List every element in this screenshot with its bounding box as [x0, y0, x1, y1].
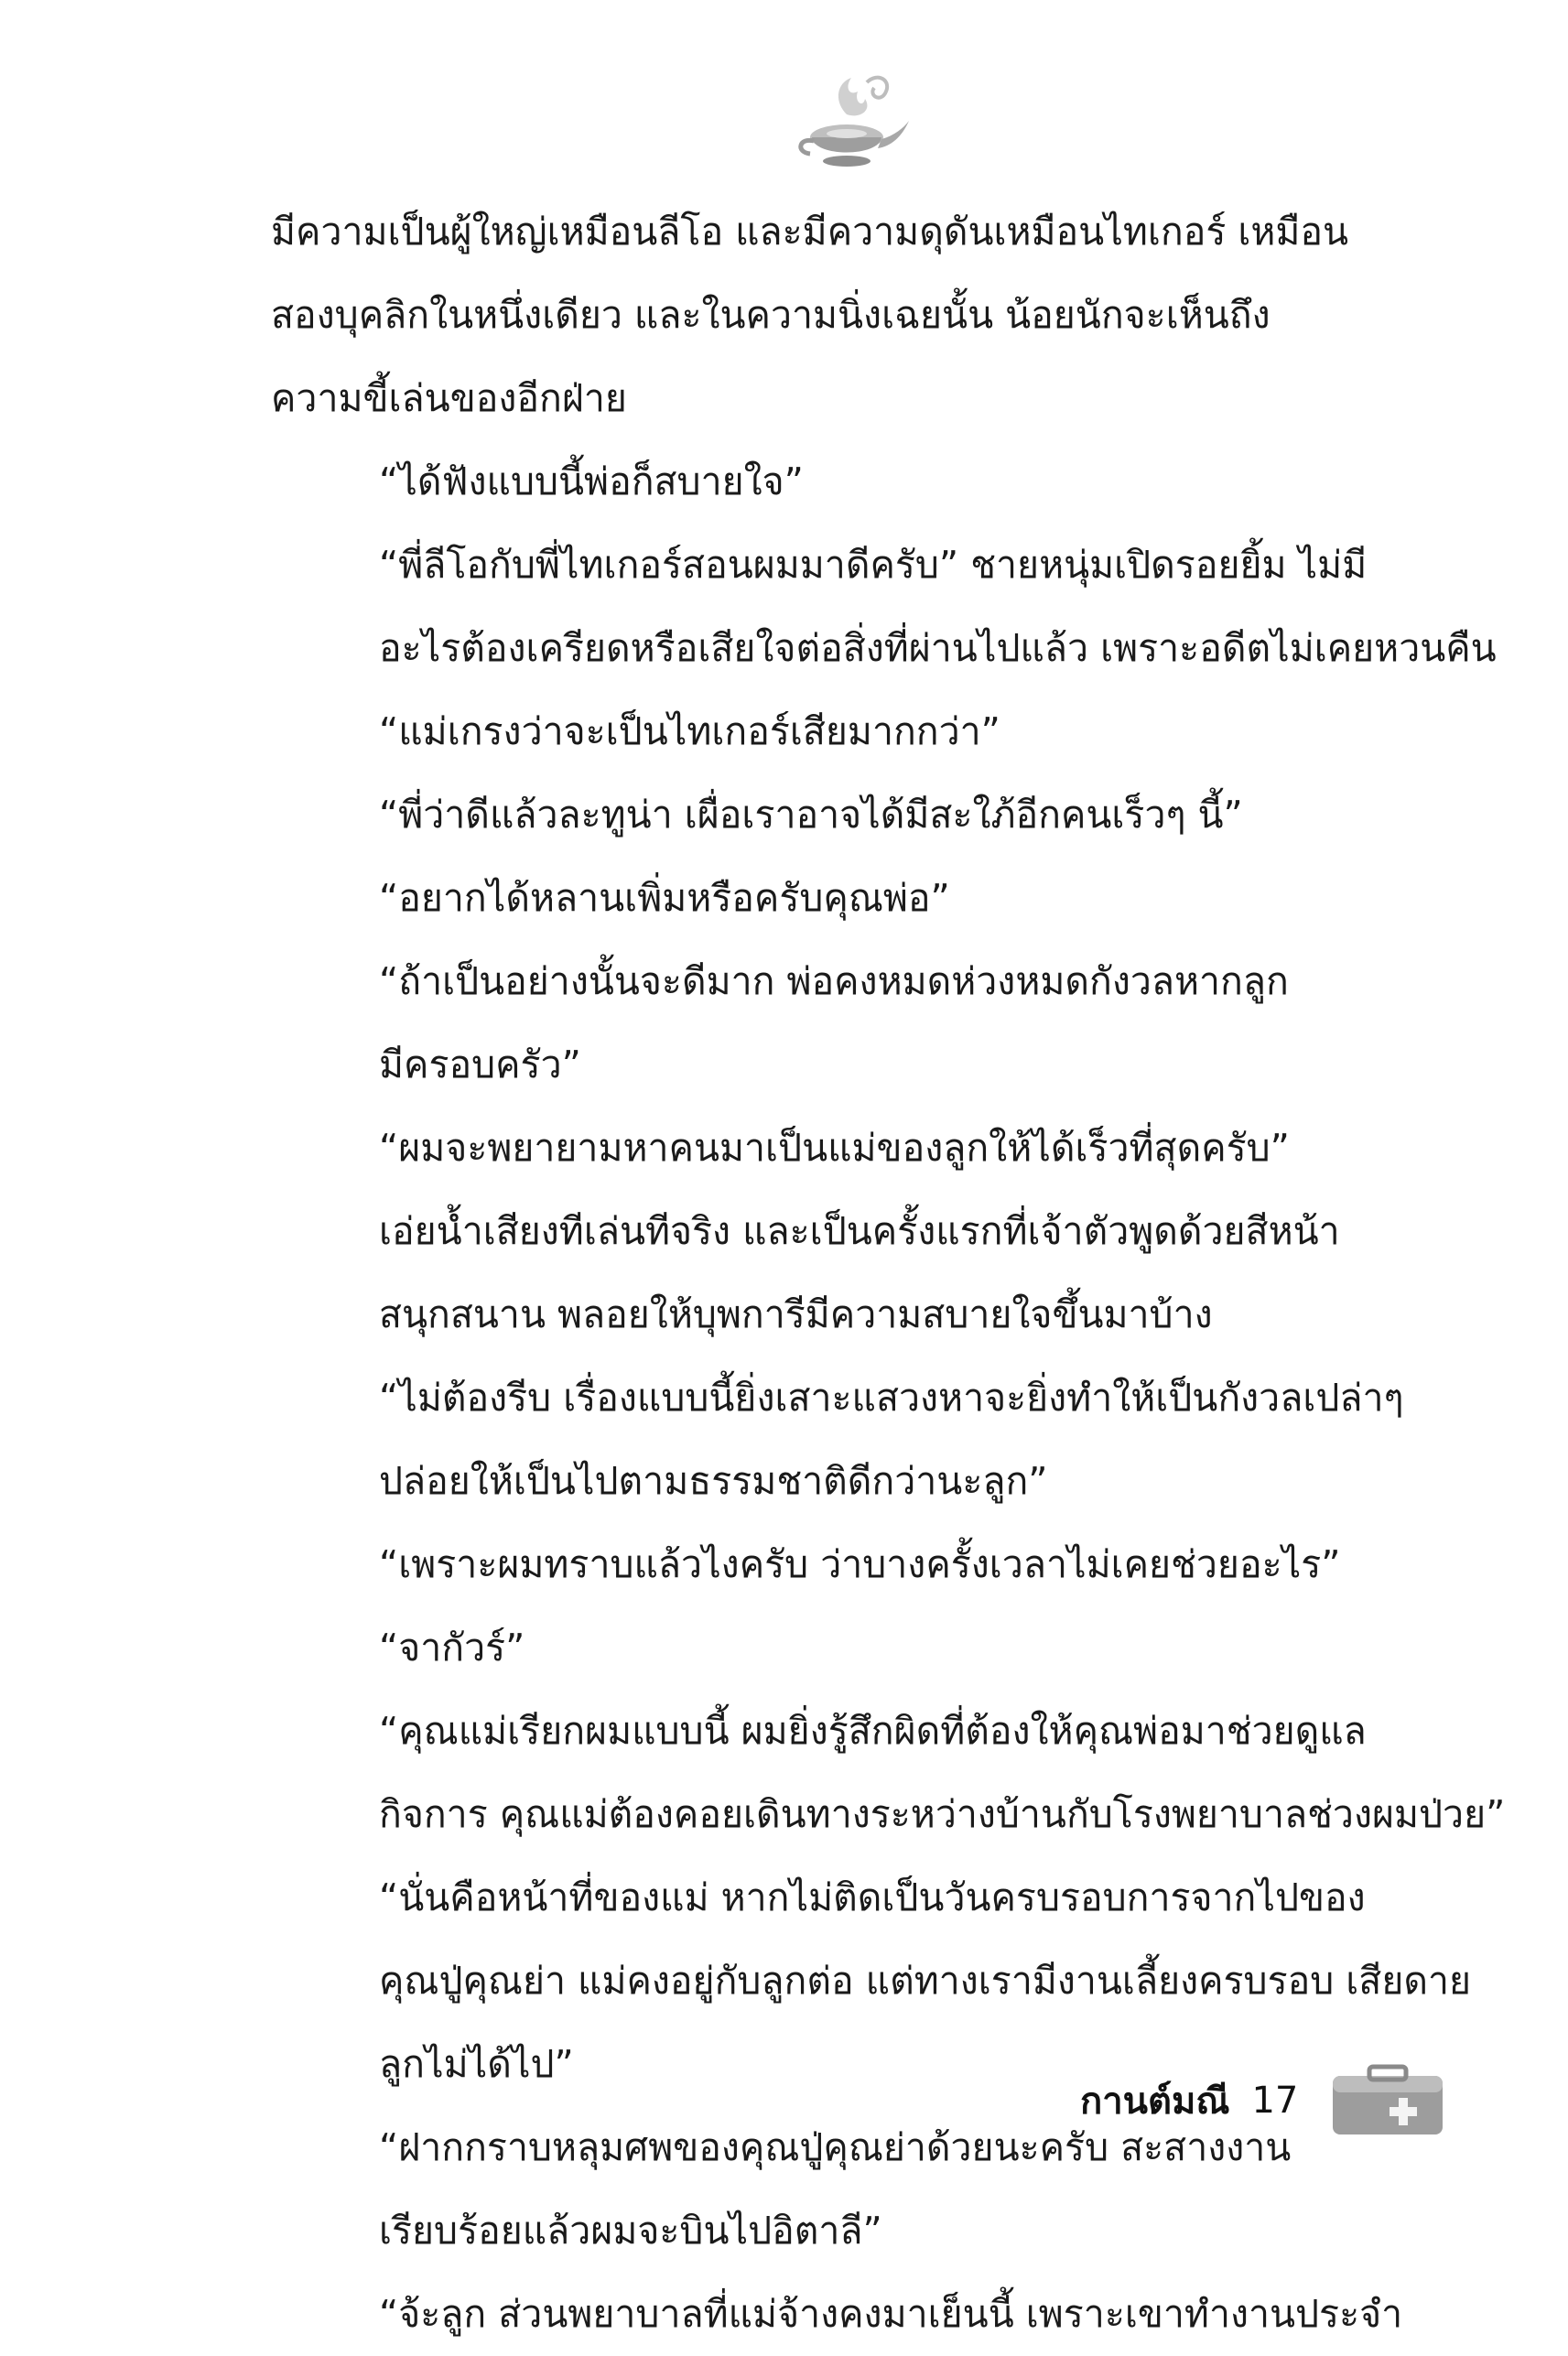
text-line: “อยากได้หลานเพิ่มหรือครับคุณพ่อ”: [379, 876, 950, 920]
book-title: กานต์มณี: [1080, 2080, 1230, 2123]
page-footer: [1080, 2059, 1446, 2142]
body-text: [271, 190, 1506, 2356]
text-line: คุณปู่คุณย่า แม่คงอยู่กับลูกต่อ แต่ทางเรามีงานเลี้ยงครบรอบ เสียดาย: [379, 1959, 1472, 2003]
paragraph: [271, 773, 1413, 857]
text-line: อะไรต้องเครียดหรือเสียใจต่อสิ่งที่ผ่านไปแล้ว เพราะอดีตไม่เคยหวนคืน: [379, 626, 1497, 670]
paragraph: [271, 2273, 1413, 2356]
paragraph: [271, 940, 1413, 1107]
text-line: “นั่นคือหน้าที่ของแม่ หากไม่ติดเป็นวันครบรอบการจากไปของ: [379, 1875, 1366, 1919]
text-line: มีความเป็นผู้ใหญ่เหมือนลีโอ และมีความดุดันเหมือนไทเกอร์ เหมือน: [271, 210, 1349, 254]
text-line: กิจการ คุณแม่ต้องคอยเดินทางระหว่างบ้านกับโรงพยาบาลช่วงผมป่วย”: [379, 1792, 1506, 1836]
paragraph: [271, 524, 1497, 690]
magic-lamp-icon: [783, 64, 911, 183]
text-line: “เพราะผมทราบแล้วไงครับ ว่าบางครั้งเวลาไม่เคยช่วยอะไร”: [379, 1542, 1341, 1586]
text-line: “ถ้าเป็นอย่างนั้นจะดีมาก พ่อคงหมดห่วงหมดกังวลหากลูก: [379, 959, 1289, 1003]
paragraph: [271, 1356, 1413, 1523]
text-line: ลูกไม่ได้ไป”: [379, 2042, 574, 2086]
text-line: เรียบร้อยแล้วผมจะบินไปอิตาลี”: [379, 2209, 882, 2253]
paragraph: [271, 1523, 1413, 1606]
first-aid-kit-icon: [1329, 2063, 1446, 2138]
paragraph: [271, 690, 1413, 773]
text-line: “พี่ลีโอกับพี่ไทเกอร์สอนผมมาดีครับ” ชายหนุ่มเปิดรอยยิ้ม ไม่มี: [379, 543, 1368, 587]
text-line: “ฝากกราบหลุมศพของคุณปู่คุณย่าด้วยนะครับ สะสางงาน: [379, 2125, 1292, 2169]
text-line: เอ่ยน้ำเสียงทีเล่นทีจริง และเป็นครั้งแรกที่เจ้าตัวพูดด้วยสีหน้า: [379, 1209, 1340, 1253]
text-line: ปล่อยให้เป็นไปตามธรรมชาติดีกว่านะลูก”: [379, 1459, 1048, 1503]
text-line: “คุณแม่เรียกผมแบบนี้ ผมยิ่งรู้สึกผิดที่ต้องให้คุณพ่อมาช่วยดูแล: [379, 1709, 1367, 1753]
text-line: มีครอบครัว”: [379, 1043, 581, 1086]
text-line: “จากัวร์”: [379, 1626, 525, 1670]
text-line: “พี่ว่าดีแล้วละทูน่า เผื่อเราอาจได้มีสะใภ้อีกคนเร็วๆ นี้”: [379, 793, 1243, 837]
paragraph: [271, 1107, 1413, 1190]
paragraph: [271, 1690, 1506, 1856]
text-line: “ได้ฟังแบบนี้พ่อก็สบายใจ”: [379, 459, 804, 503]
text-line: “ผมจะพยายามหาคนมาเป็นแม่ของลูกให้ได้เร็วที่สุดครับ”: [379, 1126, 1290, 1170]
text-line: สองบุคลิกในหนึ่งเดียว และในความนิ่งเฉยนั้น น้อยนักจะเห็นถึง: [271, 293, 1271, 337]
text-line: สนุกสนาน พลอยให้บุพการีมีความสบายใจขึ้นมาบ้าง: [379, 1292, 1213, 1336]
paragraph: [271, 1190, 1413, 1356]
text-line: “จ้ะลูก ส่วนพยาบาลที่แม่จ้างคงมาเย็นนี้ เพราะเขาทำงานประจำ: [379, 2292, 1403, 2336]
paragraph: [271, 190, 1413, 440]
paragraph: [271, 1606, 1413, 1690]
text-line: “แม่เกรงว่าจะเป็นไทเกอร์เสียมากกว่า”: [379, 709, 1000, 753]
text-line: “ไม่ต้องรีบ เรื่องแบบนี้ยิ่งเสาะแสวงหาจะยิ่งทำให้เป็นกังวลเปล่าๆ: [379, 1376, 1404, 1420]
paragraph: [271, 857, 1413, 940]
text-line: ความขี้เล่นของอีกฝ่าย: [271, 376, 627, 420]
page-number: 17: [1251, 2080, 1299, 2122]
paragraph: [271, 440, 1413, 524]
